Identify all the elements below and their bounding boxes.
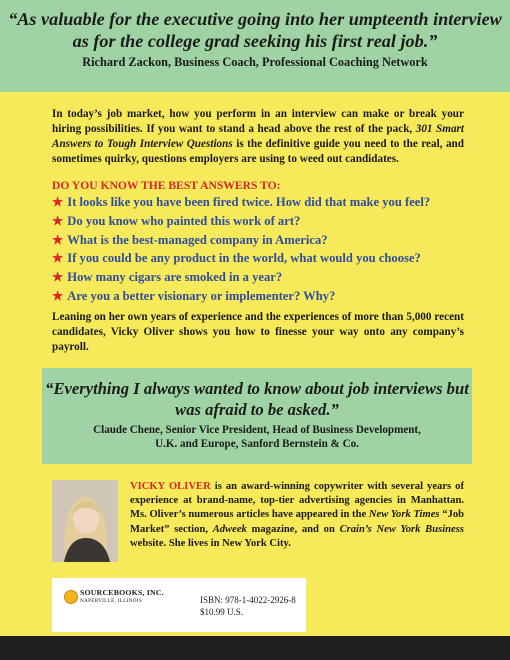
- publisher-box: [52, 578, 306, 632]
- bio-crains: Crain’s New York Business: [339, 523, 464, 535]
- isbn-price-block: [200, 594, 296, 618]
- publisher-name: SOURCEBOOKS, INC.: [80, 588, 164, 597]
- bio-text-1: is an award-winning copywriter with several years of experience at brand-name, top-tier advertising agencies in Manhattan. Ms. Oliver’s numerous articles have appeared in the: [130, 481, 465, 521]
- top-quote-text: “As valuable for the executive going into her umpteenth interview as for the college grad seeking his first real job.”: [8, 9, 502, 51]
- list-item: [52, 287, 482, 306]
- list-item: [52, 193, 482, 212]
- list-item: [52, 268, 482, 287]
- star-icon: ★: [52, 232, 64, 247]
- intro-text-before: In today’s job market, how you perform in an interview can make or break your hiring possibilities. If you want to stand a head above the rest of the pack,: [52, 108, 464, 135]
- top-quote-attribution: Richard Zackon, Business Coach, Professional Coaching Network: [82, 55, 428, 69]
- mid-quote-box: [42, 368, 472, 464]
- intro-text-after: is the definitive guide you need to the real, and sometimes quirky, questions employers are using to weed out candidates.: [52, 138, 465, 165]
- top-quote-band: [0, 0, 510, 92]
- star-icon: ★: [52, 251, 64, 266]
- bio-text-2: “Job Market” section,: [130, 509, 465, 535]
- mid-attribution-line1: Claude Chene, Senior Vice President, Head of Business Development,: [93, 424, 421, 436]
- bio-nyt: New York Times: [368, 509, 440, 521]
- star-icon: ★: [52, 270, 64, 285]
- question-text: What is the best-managed company in America?: [67, 232, 328, 247]
- question-text: If you could be any product in the world, what would you choose?: [67, 251, 421, 266]
- publisher-location: NAPERVILLE, ILLINOIS: [80, 598, 143, 604]
- bio-text-3: magazine, and on: [246, 523, 340, 535]
- book-title: 301 Smart Answers to Tough Interview Questions: [52, 123, 464, 150]
- list-item: [52, 249, 482, 268]
- mid-quote-text: “Everything I always wanted to know about job interviews but was afraid to be asked.”: [45, 379, 469, 419]
- author-portrait-icon: [52, 480, 118, 562]
- mid-quote-attribution: [42, 424, 472, 451]
- intro-paragraph: [52, 107, 464, 167]
- list-item: [52, 212, 482, 231]
- question-text: Are you a better visionary or implementer? Why?: [67, 288, 336, 303]
- star-icon: ★: [52, 288, 64, 303]
- questions-list: [52, 193, 482, 306]
- author-experience-paragraph: Leaning on her own years of experience and the experiences of more than 5,000 recent candidates, Vicky Oliver shows you how to finesse your way onto any company’s payroll.: [52, 311, 464, 353]
- bio-adweek: Adweek: [212, 523, 247, 535]
- publisher-logo-icon: [64, 590, 78, 604]
- bio-text-4: website. She lives in New York City.: [130, 537, 291, 549]
- price: $10.99 U.S.: [200, 607, 244, 617]
- bottom-bar: [0, 636, 510, 660]
- author-bio: [130, 480, 464, 551]
- author-photo: [52, 480, 118, 562]
- star-icon: ★: [52, 213, 64, 228]
- questions-heading: DO YOU KNOW THE BEST ANSWERS TO:: [52, 179, 281, 192]
- mid-attribution-line2: U.K. and Europe, Sanford Bernstein & Co.: [155, 437, 359, 450]
- list-item: [52, 231, 482, 250]
- question-text: It looks like you have been fired twice. How did that make you feel?: [67, 195, 431, 209]
- question-text: How many cigars are smoked in a year?: [67, 270, 283, 285]
- question-text: Do you know who painted this work of art?: [67, 213, 301, 228]
- star-icon: ★: [52, 195, 64, 209]
- author-name: VICKY OLIVER: [130, 481, 211, 492]
- isbn: ISBN: 978-1-4022-2926-8: [200, 595, 296, 605]
